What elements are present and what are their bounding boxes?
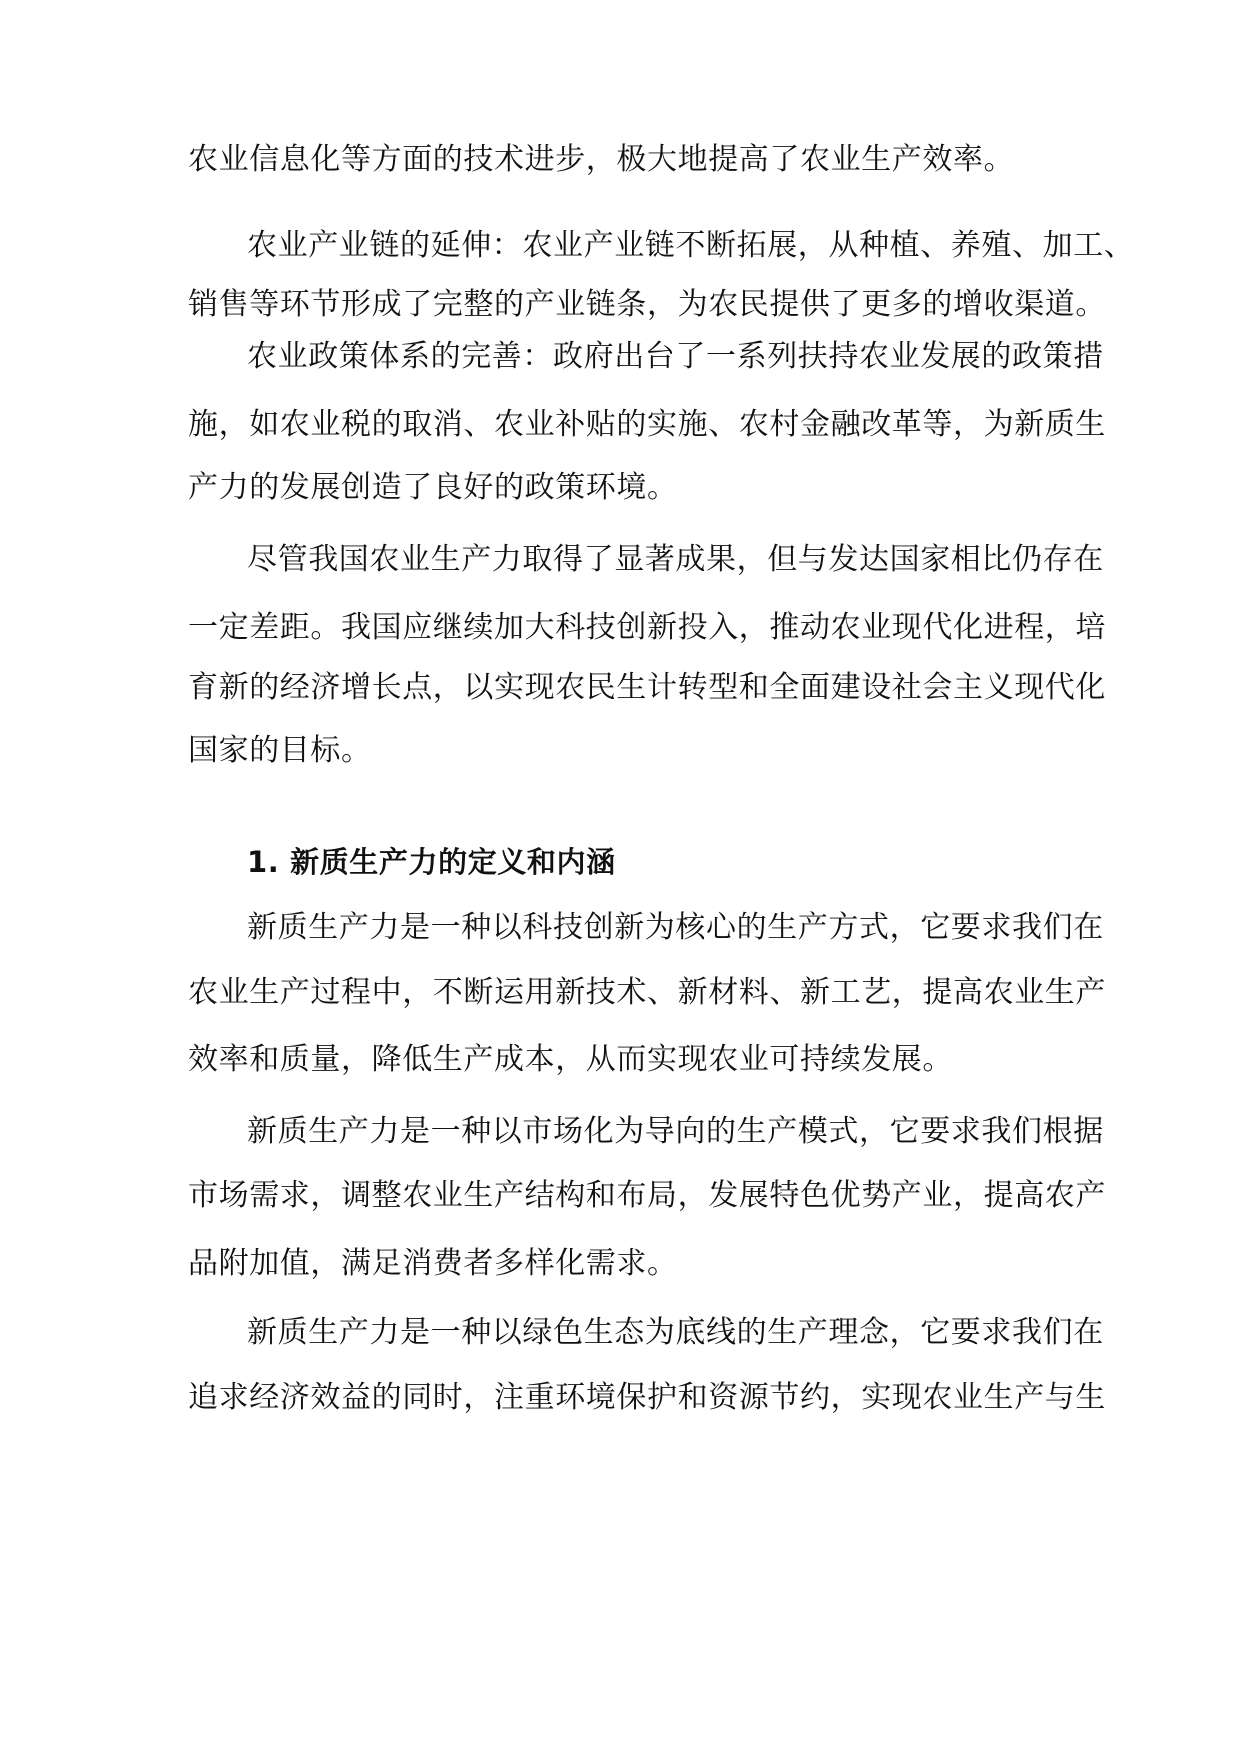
paragraph-line: 育新的经济增长点，以实现农民生计转型和全面建设社会主义现代化 xyxy=(188,670,1106,705)
paragraph-line: 农业生产过程中，不断运用新技术、新材料、新工艺，提高农业生产 xyxy=(188,975,1106,1010)
paragraph-line: 销售等环节形成了完整的产业链条，为农民提供了更多的增收渠道。 xyxy=(188,287,1106,322)
paragraph-line: 尽管我国农业生产力取得了显著成果，但与发达国家相比仍存在 xyxy=(247,542,1104,577)
paragraph-line: 追求经济效益的同时，注重环境保护和资源节约，实现农业生产与生 xyxy=(188,1380,1106,1415)
paragraph-line: 效率和质量，降低生产成本，从而实现农业可持续发展。 xyxy=(188,1042,953,1077)
paragraph-line: 农业政策体系的完善：政府出台了一系列扶持农业发展的政策措 xyxy=(247,339,1104,374)
paragraph-line: 产力的发展创造了良好的政策环境。 xyxy=(188,470,678,505)
paragraph-line: 品附加值，满足消费者多样化需求。 xyxy=(188,1246,678,1281)
paragraph-line: 施，如农业税的取消、农业补贴的实施、农村金融改革等，为新质生 xyxy=(188,407,1106,442)
paragraph-line: 新质生产力是一种以绿色生态为底线的生产理念，它要求我们在 xyxy=(247,1315,1104,1350)
paragraph-line: 新质生产力是一种以科技创新为核心的生产方式，它要求我们在 xyxy=(247,910,1104,945)
paragraph-line: 新质生产力是一种以市场化为导向的生产模式，它要求我们根据 xyxy=(247,1114,1104,1149)
paragraph-line: 市场需求，调整农业生产结构和布局，发展特色优势产业，提高农产 xyxy=(188,1178,1106,1213)
section-heading: 1. 新质生产力的定义和内涵 xyxy=(247,845,616,879)
paragraph-line: 农业产业链的延伸：农业产业链不断拓展，从种植、养殖、加工、 xyxy=(247,228,1135,263)
paragraph-line: 国家的目标。 xyxy=(188,733,372,768)
paragraph-line: 一定差距。我国应继续加大科技创新投入，推动农业现代化进程，培 xyxy=(188,610,1106,645)
paragraph-line: 农业信息化等方面的技术进步，极大地提高了农业生产效率。 xyxy=(188,142,1015,177)
